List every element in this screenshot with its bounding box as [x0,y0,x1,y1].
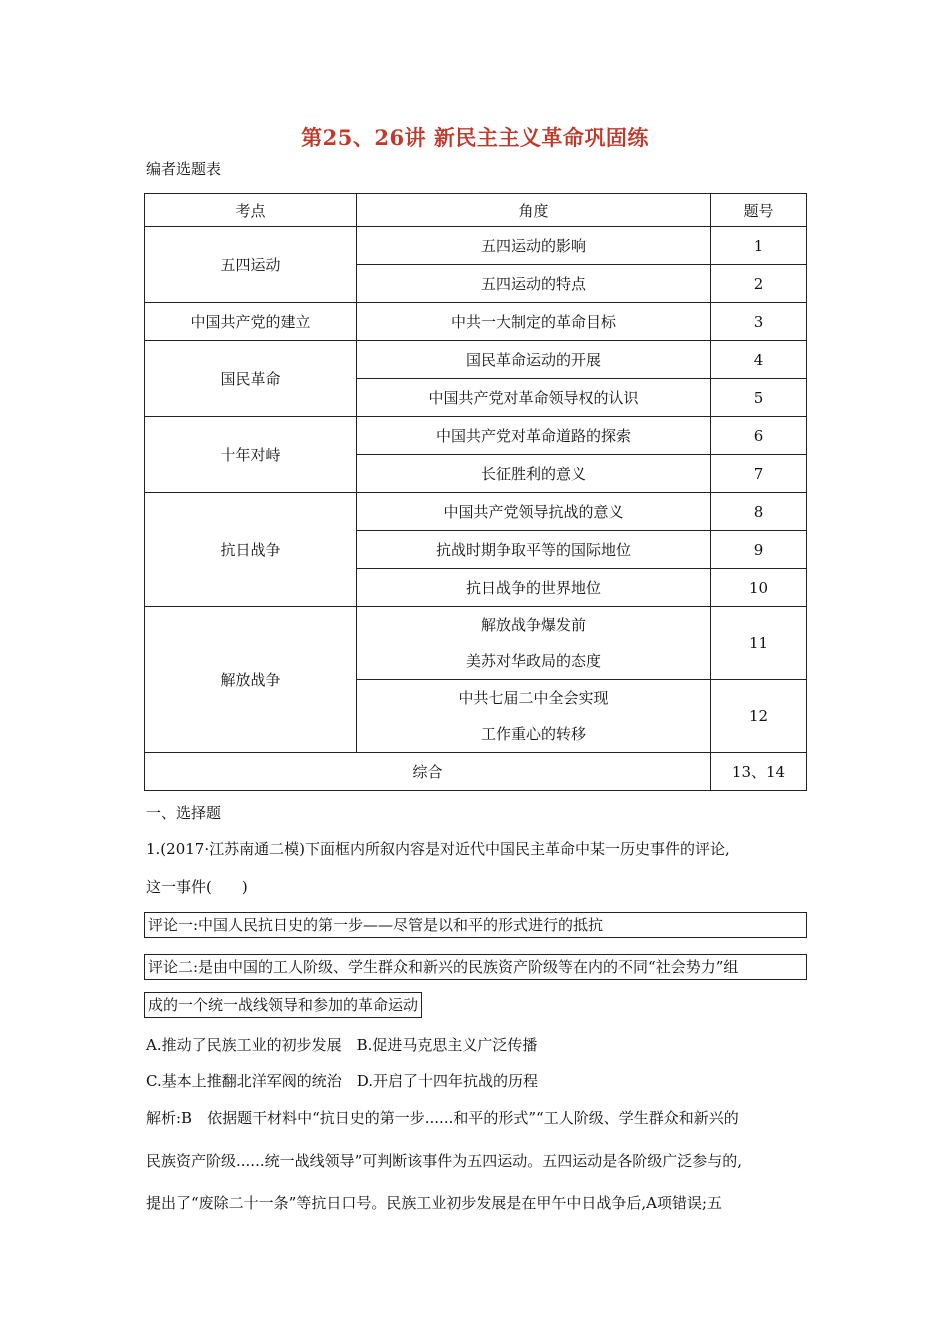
table-row [145,493,807,531]
comment-box: 评论一:中国人民抗日史的第一步——尽管是以和平的形式进行的抵抗 [144,912,807,938]
angle-cell: 长征胜利的意义 [357,455,711,493]
number-cell: 2 [711,265,807,303]
number-cell: 11 [711,607,807,680]
number-cell: 4 [711,341,807,379]
header-angle: 角度 [357,194,711,227]
angle-cell [357,607,711,680]
angle-cell: 五四运动的影响 [357,227,711,265]
header-number: 题号 [711,194,807,227]
angle-cell: 国民革命运动的开展 [357,341,711,379]
angle-cell: 中国共产党对革命道路的探索 [357,417,711,455]
number-cell: 12 [711,680,807,753]
table-summary-row [145,753,807,791]
number-cell: 7 [711,455,807,493]
angle-cell: 中国共产党对革命领导权的认识 [357,379,711,417]
section-heading: 一、选择题 [146,804,222,822]
angle-line: 美苏对华政局的态度 [465,652,601,670]
number-cell: 1 [711,227,807,265]
angle-line: 解放战争爆发前 [480,616,586,634]
table-row [145,303,807,341]
answer-options: C.基本上推翻北洋军阀的统治 D.开启了十四年抗战的历程 [146,1072,538,1090]
comment-box: 成的一个统一战线领导和参加的革命运动 [144,992,422,1018]
number-cell: 9 [711,531,807,569]
number-cell: 10 [711,569,807,607]
table-header-row [145,194,807,227]
topic-cell: 国民革命 [145,341,357,417]
table-row [145,227,807,265]
page-title: 第25、26讲 新民主主义革命巩固练 [301,125,649,150]
number-cell: 6 [711,417,807,455]
number-cell: 5 [711,379,807,417]
number-cell: 8 [711,493,807,531]
question-stem-line: 这一事件( ) [146,878,248,896]
number-cell: 3 [711,303,807,341]
topic-cell: 抗日战争 [145,493,357,607]
topic-cell: 五四运动 [145,227,357,303]
analysis-text: 解析:B 依据题干材料中“抗日史的第一步......和平的形式”“工人阶级、学生群众和新兴的 [146,1109,739,1127]
question-stem-line: 1.(2017·江苏南通二模)下面框内所叙内容是对近代中国民主革命中某一历史事件的评论, [146,840,730,858]
analysis-text: 提出了“废除二十一条”等抗日口号。民族工业初步发展是在甲午中日战争后,A项错误;五 [146,1194,722,1212]
table-row [145,607,807,680]
table-row [145,417,807,455]
topic-cell: 解放战争 [145,607,357,753]
topic-cell: 中国共产党的建立 [145,303,357,341]
summary-number: 13、14 [711,753,807,791]
angle-cell: 抗日战争的世界地位 [357,569,711,607]
topic-cell: 十年对峙 [145,417,357,493]
table-row [145,341,807,379]
summary-label: 综合 [145,753,711,791]
answer-options: A.推动了民族工业的初步发展 B.促进马克思主义广泛传播 [146,1036,538,1054]
angle-cell: 五四运动的特点 [357,265,711,303]
angle-cell [357,680,711,753]
angle-line: 工作重心的转移 [480,725,586,743]
header-topic: 考点 [145,194,357,227]
angle-line: 中共七届二中全会实现 [458,689,609,707]
angle-cell: 抗战时期争取平等的国际地位 [357,531,711,569]
analysis-text: 民族资产阶级......统一战线领导”可判断该事件为五四运动。五四运动是各阶级广泛参与的, [146,1152,743,1170]
topic-table [144,193,807,791]
comment-box: 评论二:是由中国的工人阶级、学生群众和新兴的民族资产阶级等在内的不同“社会势力”组 [144,954,807,980]
angle-cell: 中国共产党领导抗战的意义 [357,493,711,531]
angle-cell: 中共一大制定的革命目标 [357,303,711,341]
table-caption: 编者选题表 [146,160,222,178]
